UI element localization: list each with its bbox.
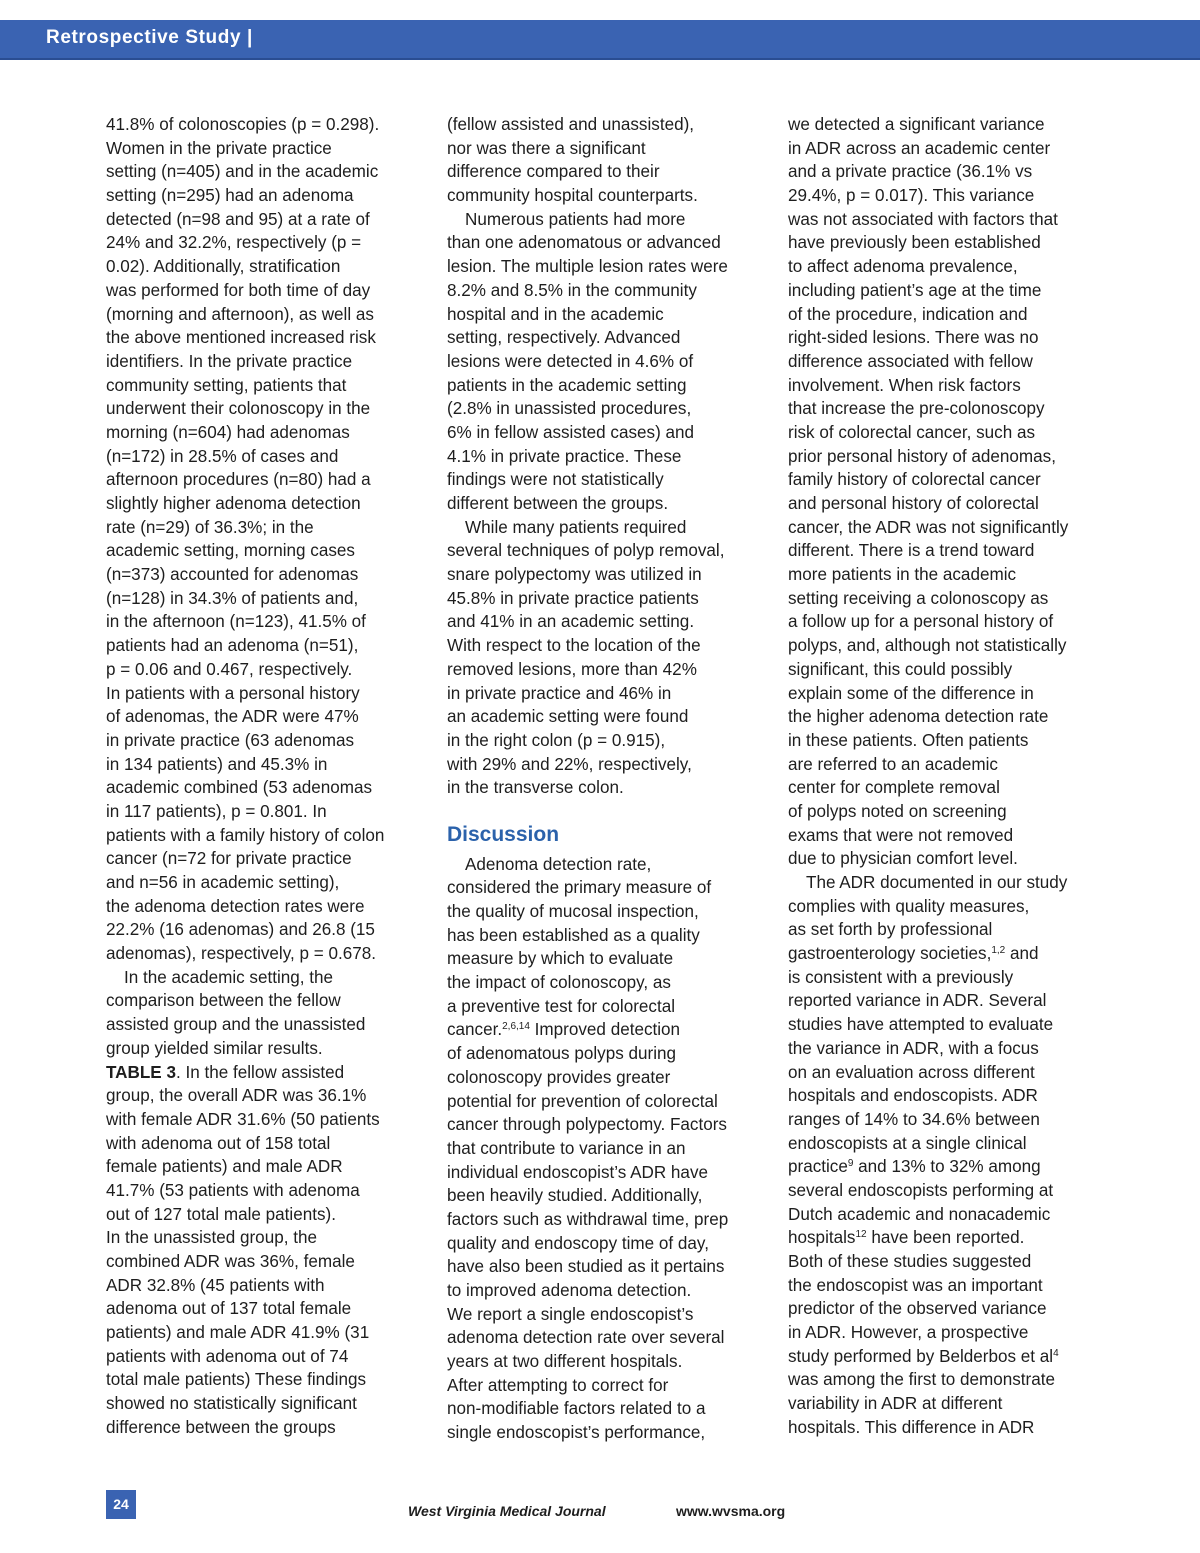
text-line: total male patients) These findings (106, 1370, 367, 1390)
text-line: in the transverse colon. (447, 778, 624, 798)
text-line: lesion. The multiple lesion rates were (447, 257, 728, 277)
text-line: adenomas), respectively, p = 0.678. (106, 944, 377, 964)
text-line: cancer (n=72 for private practice (106, 849, 352, 869)
text-line: 22.2% (16 adenomas) and 26.8 (15 (106, 920, 375, 940)
text-line: in the afternoon (n=123), 41.5% of (106, 612, 366, 632)
text-line: 4.1% in private practice. These (447, 446, 682, 466)
text-line: have also been studied as it pertains (447, 1257, 725, 1277)
text-line: ranges of 14% to 34.6% between (788, 1109, 1040, 1129)
text-line: removed lesions, more than 42% (447, 659, 697, 679)
text-line: patients with a family history of colon (106, 825, 385, 845)
text-line: community setting, patients that (106, 375, 347, 395)
text-line: group yielded similar results. (106, 1038, 323, 1058)
text-line: 41.7% (53 patients with adenoma (106, 1180, 360, 1200)
text-line: of adenomatous polyps during (447, 1044, 677, 1064)
text-line: a preventive test for colorectal (447, 996, 676, 1016)
text-line: was not associated with factors that (788, 209, 1058, 229)
text-line: studies have attempted to evaluate (788, 1015, 1054, 1035)
text-line: are referred to an academic (788, 754, 998, 774)
text-line: (n=128) in 34.3% of patients and, (106, 588, 359, 608)
text-line: explain some of the difference in (788, 683, 1034, 703)
text-line: different between the groups. (447, 494, 669, 513)
text-line: in these patients. Often patients (788, 730, 1029, 750)
text-line: polyps, and, although not statistically (788, 636, 1067, 656)
text-line: non-modifiable factors related to a (447, 1399, 706, 1419)
text-line: nor was there a significant (447, 138, 646, 158)
citation: 1,2 (991, 945, 1006, 957)
text-line: In the unassisted group, the (106, 1228, 317, 1248)
text-line: risk of colorectal cancer, such as (788, 422, 1036, 442)
text-line: difference associated with fellow (788, 351, 1033, 371)
text-line: is consistent with a previously (788, 967, 1014, 987)
text-line: the variance in ADR, with a focus (788, 1038, 1039, 1058)
text-line: 24% and 32.2%, respectively (p = (106, 233, 362, 253)
text-line: assisted group and the unassisted (106, 1015, 366, 1035)
journal-name: West Virginia Medical Journal (408, 1503, 606, 1519)
text-line: different. There is a trend toward (788, 541, 1035, 561)
text-line (788, 942, 1106, 966)
text-line (788, 1155, 1106, 1179)
text-line (788, 1345, 1106, 1369)
text-line: in the right colon (p = 0.915), (447, 730, 666, 750)
text-line: showed no statistically significant (106, 1394, 357, 1414)
text-line: in ADR across an academic center (788, 138, 1051, 158)
text-line (106, 1061, 424, 1085)
text-line: With respect to the location of the (447, 636, 701, 656)
text-line: detected (n=98 and 95) at a rate of (106, 209, 370, 229)
text-line: potential for prevention of colorectal (447, 1091, 718, 1111)
text-line: rate (n=29) of 36.3%; in the (106, 517, 314, 537)
text-line: findings were not statistically (447, 470, 664, 490)
text-line: patients in the academic setting (447, 375, 687, 395)
text-line: snare polypectomy was utilized in (447, 565, 702, 585)
text-line: group, the overall ADR was 36.1% (106, 1086, 367, 1106)
text-line: the higher adenoma detection rate (788, 707, 1049, 727)
text-line: In the academic setting, the (124, 967, 334, 987)
text-fragment: gastroenterology societies, (788, 944, 992, 964)
section-label: Retrospective Study | (46, 27, 253, 48)
text-line: After attempting to correct for (447, 1375, 669, 1395)
text-line: a follow up for a personal history of (788, 612, 1054, 632)
text-line: factors such as withdrawal time, prep (447, 1209, 729, 1229)
text-line: 45.8% in private practice patients (447, 588, 699, 608)
text-line: an academic setting were found (447, 707, 689, 727)
text-line: adenoma out of 137 total female (106, 1299, 352, 1319)
text-fragment: cancer. (447, 1020, 503, 1040)
text-line (788, 1226, 1106, 1250)
text-fragment: have been reported. (866, 1228, 1025, 1248)
text-column-1 (106, 113, 424, 1440)
text-line: in 117 patients), p = 0.801. In (106, 801, 327, 821)
text-line: difference compared to their (447, 162, 660, 182)
text-line: several techniques of polyp removal, (447, 541, 725, 561)
text-line: patients with adenoma out of 74 (106, 1346, 349, 1366)
text-line: setting receiving a colonoscopy as (788, 588, 1049, 608)
text-line: significant, this could possibly (788, 659, 1013, 679)
text-line (447, 1018, 765, 1042)
text-line: setting (n=295) had an adenoma (106, 186, 354, 206)
text-line: 8.2% and 8.5% in the community (447, 280, 697, 300)
page-number: 24 (106, 1490, 136, 1519)
text-line: the above mentioned increased risk (106, 328, 376, 348)
text-line: right-sided lesions. There was no (788, 328, 1039, 348)
text-line: cancer through polypectomy. Factors (447, 1115, 727, 1135)
text-line: the adenoma detection rates were (106, 896, 365, 916)
text-line: of the procedure, indication and (788, 304, 1028, 324)
text-line: more patients in the academic (788, 565, 1017, 585)
text-line: and personal history of colorectal (788, 494, 1039, 513)
text-line: in private practice and 46% in (447, 683, 672, 703)
text-line: on an evaluation across different (788, 1062, 1035, 1082)
text-fragment: study performed by Belderbos et al (788, 1346, 1054, 1366)
text-line: setting, respectively. Advanced (447, 328, 681, 348)
text-line: colonoscopy provides greater (447, 1067, 671, 1087)
text-line: Numerous patients had more (465, 209, 686, 229)
text-line: due to physician comfort level. (788, 849, 1018, 869)
text-line: that increase the pre-colonoscopy (788, 399, 1045, 419)
text-line: p = 0.06 and 0.467, respectively. (106, 659, 353, 679)
text-line: adenoma detection rate over several (447, 1328, 725, 1348)
text-column-2 (447, 113, 765, 1445)
text-line: 0.02). Additionally, stratification (106, 257, 341, 277)
text-line: single endoscopist’s performance, (447, 1423, 706, 1443)
text-fragment: hospitals (788, 1228, 856, 1248)
text-fragment: practice (788, 1157, 848, 1177)
text-line: the quality of mucosal inspection, (447, 902, 699, 921)
text-line: in private practice (63 adenomas (106, 730, 354, 750)
text-line: 41.8% of colonoscopies (p = 0.298). (106, 115, 380, 134)
journal-website: www.wvsma.org (676, 1503, 786, 1519)
text-line: Women in the private practice (106, 138, 332, 158)
text-fragment: Improved detection (529, 1020, 681, 1040)
text-line: as set forth by professional (788, 920, 993, 940)
text-line: community hospital counterparts. (447, 186, 698, 206)
text-line: out of 127 total male patients). (106, 1204, 336, 1224)
text-line: in ADR. However, a prospective (788, 1323, 1029, 1343)
text-line: reported variance in ADR. Several (788, 991, 1047, 1011)
table-reference: TABLE 3 (106, 1062, 176, 1082)
text-line: measure by which to evaluate (447, 949, 674, 969)
text-line: slightly higher adenoma detection (106, 494, 361, 513)
text-line: combined ADR was 36%, female (106, 1252, 355, 1271)
text-line: The ADR documented in our study (806, 873, 1068, 892)
text-line: variability in ADR at different (788, 1394, 1003, 1414)
text-line: to improved adenoma detection. (447, 1281, 692, 1300)
text-line: was among the first to demonstrate (788, 1370, 1055, 1390)
text-line: with 29% and 22%, respectively, (447, 754, 692, 774)
text-line: prior personal history of adenomas, (788, 446, 1056, 466)
text-line: to affect adenoma prevalence, (788, 257, 1018, 277)
text-line: than one adenomatous or advanced (447, 233, 721, 253)
text-line: been heavily studied. Additionally, (447, 1186, 703, 1206)
text-line: of polyps noted on screening (788, 801, 1007, 821)
text-line: female patients) and male ADR (106, 1157, 343, 1177)
text-line: (2.8% in unassisted procedures, (447, 399, 692, 419)
text-line: in 134 patients) and 45.3% in (106, 754, 328, 774)
text-line: Both of these studies suggested (788, 1252, 1032, 1271)
section-header-bar (0, 20, 1200, 60)
text-fragment: and (1005, 944, 1039, 964)
text-fragment: and 13% to 32% among (853, 1157, 1041, 1177)
text-line: In patients with a personal history (106, 683, 360, 703)
text-line: setting (n=405) and in the academic (106, 162, 379, 182)
citation: 12 (855, 1229, 867, 1241)
text-line: that contribute to variance in an (447, 1138, 686, 1158)
text-line: 6% in fellow assisted cases) and (447, 422, 695, 442)
text-line: of adenomas, the ADR were 47% (106, 707, 359, 727)
text-line: and 41% in an academic setting. (447, 612, 695, 632)
citation: 4 (1053, 1347, 1059, 1359)
text-line: We report a single endoscopist’s (447, 1304, 694, 1324)
text-line: academic combined (53 adenomas (106, 778, 373, 798)
text-line: considered the primary measure of (447, 878, 712, 898)
text-line: years at two different hospitals. (447, 1352, 683, 1372)
text-line: have previously been established (788, 233, 1041, 253)
text-line: hospital and in the academic (447, 304, 664, 324)
text-line: was performed for both time of day (106, 280, 371, 300)
text-line: and a private practice (36.1% vs (788, 162, 1033, 182)
text-line: complies with quality measures, (788, 896, 1030, 916)
text-line: lesions were detected in 4.6% of (447, 351, 694, 371)
text-line: afternoon procedures (n=80) had a (106, 470, 371, 490)
text-line: has been established as a quality (447, 925, 700, 945)
citation: 2,6,14 (502, 1021, 530, 1033)
text-line: with adenoma out of 158 total (106, 1133, 331, 1153)
text-line: with female ADR 31.6% (50 patients (106, 1109, 380, 1129)
text-line: the endoscopist was an important (788, 1275, 1043, 1295)
text-line: quality and endoscopy time of day, (447, 1233, 709, 1253)
text-line: identifiers. In the private practice (106, 351, 353, 371)
text-line: Adenoma detection rate, (465, 854, 652, 874)
text-line: hospitals and endoscopists. ADR (788, 1086, 1038, 1106)
text-line: patients) and male ADR 41.9% (31 (106, 1323, 370, 1343)
text-line: exams that were not removed (788, 825, 1014, 845)
text-line: endoscopists at a single clinical (788, 1133, 1027, 1153)
text-line: cancer, the ADR was not significantly (788, 517, 1069, 537)
text-column-3 (788, 113, 1106, 1440)
text-line: underwent their colonoscopy in the (106, 399, 371, 419)
text-line: comparison between the fellow (106, 991, 341, 1011)
text-line: While many patients required (465, 517, 687, 537)
text-line: (morning and afternoon), as well as (106, 304, 374, 324)
text-line: morning (n=604) had adenomas (106, 422, 350, 442)
text-line: we detected a significant variance (788, 115, 1045, 134)
text-line: ADR 32.8% (45 patients with (106, 1275, 325, 1295)
text-line: family history of colorectal cancer (788, 470, 1041, 490)
text-fragment: . In the fellow assisted (175, 1062, 345, 1082)
text-line: hospitals. This difference in ADR (788, 1417, 1035, 1437)
text-line: academic setting, morning cases (106, 541, 355, 561)
discussion-heading: Discussion (447, 822, 560, 846)
text-line: including patient’s age at the time (788, 280, 1042, 300)
text-line: several endoscopists performing at (788, 1180, 1054, 1200)
text-line: the impact of colonoscopy, as (447, 973, 671, 993)
text-line: patients had an adenoma (n=51), (106, 636, 359, 656)
text-line: and n=56 in academic setting), (106, 873, 340, 892)
text-line: center for complete removal (788, 778, 1000, 798)
text-line: (n=172) in 28.5% of cases and (106, 446, 339, 466)
text-line: (n=373) accounted for adenomas (106, 565, 359, 585)
text-line: difference between the groups (106, 1417, 336, 1437)
text-line: (fellow assisted and unassisted), (447, 115, 695, 134)
text-line: 29.4%, p = 0.017). This variance (788, 186, 1035, 206)
text-line: individual endoscopist’s ADR have (447, 1162, 708, 1182)
citation: 9 (847, 1158, 854, 1170)
text-line: involvement. When risk factors (788, 375, 1021, 395)
text-line: Dutch academic and nonacademic (788, 1204, 1051, 1224)
text-line: predictor of the observed variance (788, 1299, 1047, 1319)
